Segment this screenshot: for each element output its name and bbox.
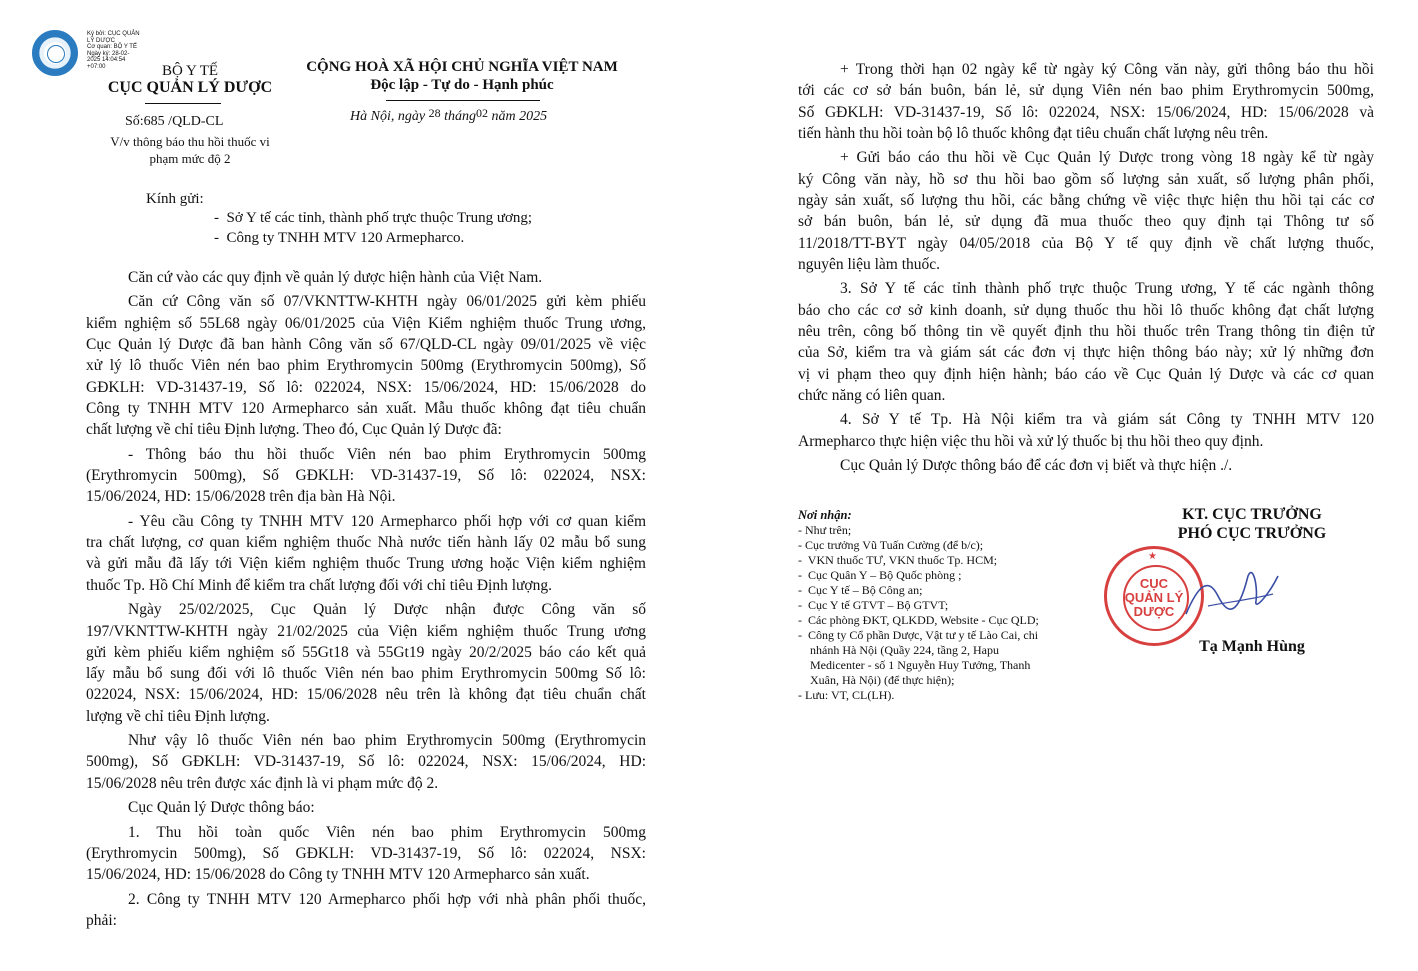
noi-nhan-item: - Như trên;: [798, 523, 852, 537]
doc-subject-line1: V/v thông báo thu hồi thuốc vi: [110, 134, 270, 149]
e-signature-line: Cơ quan: BỘ Y TẾ: [87, 44, 137, 50]
red-seal-line: QUẢN LÝ: [1124, 590, 1184, 605]
paragraph-line: ký Công văn này, hồ sơ thu hồi bao gồm số lượng sản xuất, số lượng phân phối,: [798, 170, 1374, 188]
e-signature-line: 2025 14:04:54: [87, 57, 126, 63]
e-signature-line: Ngày ký: 28-02-: [87, 50, 130, 57]
paragraph-line: ngày sản xuất, số lượng thu hồi, các bằng chứng về việc thực hiện thu hồi tại các cơ: [798, 191, 1374, 209]
date-prefix: Hà Nội, ngày: [350, 109, 426, 124]
paragraph: [86, 599, 646, 727]
paragraph-line: 15/06/2024, HD: 15/06/2028 trên địa bàn Hà Nội.: [86, 488, 396, 506]
paragraph-line: 197/VKNTTW-KHTH ngày 21/02/2025 của Viện kiểm nghiệm thuốc Trung ương: [86, 622, 646, 640]
body-right-column: [798, 59, 1374, 480]
paragraph-line: lấy mẫu bổ sung đối với lô thuốc Viên nén bao phim Erythromycin 500mg Số lô:: [86, 665, 646, 683]
paragraph: [86, 444, 646, 508]
paragraph-line: Công ty TNHH MTV 120 Armepharco sản xuất. Mẫu thuốc không đạt tiêu chuẩn: [86, 399, 646, 417]
paragraph-line: Armepharco thực hiện việc thu hồi và xử lý thuốc bị thu hồi theo quy định.: [798, 432, 1264, 450]
paragraph-line: 3. Sở Y tế các tỉnh thành phố trực thuộc Trung ương, Y tế các ngành thông: [840, 280, 1374, 298]
e-signature-line: Ký bởi: CỤC QUẢN: [87, 31, 140, 37]
noi-nhan-item: nhánh Hà Nội (Quầy 224, tầng 2, Hapu: [798, 643, 999, 657]
caduceus-icon: [47, 45, 65, 63]
greeting: Kính gửi:: [146, 191, 204, 207]
paragraph-line: 2. Công ty TNHH MTV 120 Armepharco phối hợp với nhà phân phối thuốc,: [128, 890, 646, 908]
paragraph-line: xử lý lô thuốc Viên nén bao phim Erythromycin 500mg (Erythromycin 500mg), Số: [86, 357, 646, 375]
paragraph: [86, 267, 646, 288]
e-signature-line: LÝ DƯỢC: [87, 37, 115, 44]
noi-nhan-list: [798, 523, 1088, 703]
paragraph: [86, 822, 646, 886]
agency-underline: [145, 103, 221, 104]
paragraph: [798, 455, 1374, 476]
ministry-name: BỘ Y TẾ: [161, 63, 219, 79]
paragraph-line: của Sở, kiểm tra và giám sát các đơn vị thực hiện thông báo này; xử lý những đơn: [798, 344, 1374, 362]
paragraph-line: nguyên liệu làm thuốc.: [798, 255, 941, 273]
paragraph-line: thuốc Tp. Hồ Chí Minh để kiểm tra chất lượng đối với chỉ tiêu Định lượng.: [86, 576, 553, 594]
paragraph-line: (Erythromycin 500mg), Số GĐKLH: VD-31437-19, Số lô: 022024, NSX:: [86, 845, 646, 863]
noi-nhan-item: - Công ty Cổ phần Dược, Vật tư y tế Lào Cai, chi: [798, 628, 1039, 642]
paragraph-line: Ngày 25/02/2025, Cục Quản lý Dược nhận được Công văn số: [128, 601, 646, 619]
red-seal-line: CỤC: [1139, 576, 1169, 591]
paragraph-line: tiến hành thu hồi toàn bộ lô thuốc không đạt tiêu chuẩn chất lượng nêu trên.: [798, 124, 1269, 142]
paragraph: [86, 797, 646, 818]
date-day: 28: [428, 106, 441, 120]
paragraph-line: 15/06/2024, HD: 15/06/2028 do Công ty TNHH MTV 120 Armepharco sản xuất.: [86, 866, 590, 884]
nation-motto: Độc lập - Tự do - Hạnh phúc: [370, 77, 554, 93]
doc-date: [350, 106, 650, 125]
motto-underline: [386, 100, 540, 101]
paragraph-line: gửi kèm phiếu kiểm nghiệm số 55Gt18 và 55Gt19 ngày 20/2/2025 báo cáo kết quả: [86, 643, 646, 661]
noi-nhan-item: - Cục Quân Y – Bộ Quốc phòng ;: [798, 568, 962, 582]
paragraph-line: vị vi phạm theo quy định hiện hành; báo cáo về Cục Quản lý Dược và các cơ quan: [798, 365, 1374, 383]
paragraph-line: tới các cơ sở bán buôn, bán lẻ, sử dụng Viên nén bao phim Erythromycin 500mg,: [798, 82, 1374, 100]
paragraph-line: - Yêu cầu Công ty TNHH MTV 120 Armepharco phối hợp với cơ quan kiểm: [128, 512, 646, 530]
paragraph: [798, 409, 1374, 452]
paragraph-line: và gửi mẫu đã lấy tới Viện kiểm nghiệm thuốc Trung ương hoặc Viện kiểm nghiệm: [86, 555, 646, 573]
noi-nhan-item: Xuân, Hà Nội) (để thực hiện);: [798, 673, 955, 687]
agency-name: CỤC QUẢN LÝ DƯỢC: [107, 79, 273, 96]
paragraph: [798, 59, 1374, 144]
noi-nhan-item: - Cục Y tế GTVT – Bộ GTVT;: [798, 598, 949, 612]
paragraph-line: Cục Quản lý Dược thông báo để các đơn vị biết và thực hiện ./.: [840, 457, 1233, 475]
paragraph-line: phải:: [86, 912, 117, 930]
paragraph: [798, 278, 1374, 406]
paragraph-line: Số GĐKLH: VD-31437-19, Số lô: 022024, NSX: 15/06/2024, HD: 15/06/2028 và: [798, 103, 1374, 121]
date-year: năm 2025: [491, 109, 548, 124]
noi-nhan-item: - Cục Y tế – Bộ Công an;: [798, 583, 923, 597]
noi-nhan-item: Medicenter - số 1 Nguyễn Huy Tưởng, Thanh: [798, 658, 1031, 672]
red-seal-line: DƯỢC: [1133, 604, 1175, 619]
date-month-label: tháng: [444, 109, 476, 124]
paragraph-line: 4. Sở Y tế Tp. Hà Nội kiểm tra và giám sát Công ty TNHH MTV 120: [840, 411, 1374, 429]
paragraph-line: Cục Quản lý Dược thông báo:: [128, 799, 315, 817]
nation-title: CỘNG HOÀ XÃ HỘI CHỦ NGHĨA VIỆT NAM: [306, 59, 618, 75]
handwritten-signature: [1178, 556, 1288, 626]
paragraph-line: lượng về chỉ tiêu Định lượng.: [86, 707, 270, 725]
paragraph-line: chức năng có liên quan.: [798, 386, 946, 404]
doc-number: Số:685 /QLD-CL: [125, 114, 224, 129]
noi-nhan-item: - Lưu: VT, CL(LH).: [798, 688, 895, 702]
noi-nhan: [798, 508, 1088, 703]
noi-nhan-item: - Các phòng ĐKT, QLKDD, Website - Cục QLD;: [798, 613, 1039, 627]
paragraph-line: (Erythromycin 500mg), Số GĐKLH: VD-31437-19, Số lô: 022024, NSX:: [86, 467, 646, 485]
signer-name: Tạ Mạnh Hùng: [1199, 638, 1305, 655]
body-left-column: [86, 267, 646, 935]
paragraph-line: 500mg), Số GĐKLH: VD-31437-19, Số lô: 022024, NSX: 15/06/2024, HD:: [86, 753, 646, 771]
paragraph-line: + Gửi báo cáo thu hồi về Cục Quản lý Dược trong vòng 18 ngày kể từ ngày: [840, 149, 1374, 167]
paragraph: [798, 147, 1374, 275]
signature-title-2: PHÓ CỤC TRƯỞNG: [1177, 525, 1327, 542]
noi-nhan-title: Nơi nhận:: [798, 508, 852, 522]
paragraph-line: 11/2018/TT-BYT ngày 04/05/2018 của Bộ Y tế quy định về chất lượng thuốc,: [798, 234, 1374, 252]
paragraph-line: nêu trên, công bố thông tin về quyết định thu hồi thuốc trên Trang thông tin điện tử: [798, 322, 1374, 340]
paragraph-line: GĐKLH: VD-31437-19, Số lô: 022024, NSX: 15/06/2024, HD: 15/06/2028 do: [86, 378, 646, 396]
paragraph-line: Căn cứ vào các quy định về quản lý dược hiện hành của Việt Nam.: [128, 269, 543, 286]
paragraph-line: tra chất lượng, cơ quan kiểm nghiệm thuốc Nhà nước tiến hành lấy 02 mẫu bổ sung: [86, 534, 646, 552]
recipient-2: - Công ty TNHH MTV 120 Armepharco.: [214, 230, 465, 246]
e-signature-line: +07:00: [87, 63, 106, 70]
red-seal-star-icon: ★: [1148, 551, 1157, 562]
paragraph: [86, 730, 646, 794]
paragraph-line: 15/06/2028 nêu trên được xác định là vi phạm mức độ 2.: [86, 774, 439, 792]
paragraph-line: chất lượng về chỉ tiêu Định lượng. Theo đó, Cục Quản lý Dược đã:: [86, 421, 502, 439]
paragraph-line: Như vậy lô thuốc Viên nén bao phim Erythromycin 500mg (Erythromycin: [128, 732, 646, 750]
paragraph-line: Căn cứ Công văn số 07/VKNTTW-KHTH ngày 06/01/2025 gửi kèm phiếu: [128, 293, 646, 311]
paragraph-line: báo cho các cơ sở kinh doanh, sử dụng thuốc thu hồi lô thuốc không đạt chất lượng: [798, 301, 1374, 319]
paragraph-line: kiểm nghiệm số 55L68 ngày 06/01/2025 của Viện Kiểm nghiệm thuốc Trung ương,: [86, 314, 646, 332]
paragraph-line: Cục Quản lý Dược đã ban hành Công văn số 67/QLD-CL ngày 09/01/2025 về việc: [86, 336, 646, 354]
paragraph: [86, 291, 646, 440]
noi-nhan-item: - Cục trưởng Vũ Tuấn Cường (để b/c);: [798, 538, 984, 552]
paragraph-line: 022024, NSX: 15/06/2024, HD: 15/06/2028 nêu trên là không đạt tiêu chuẩn chất: [86, 686, 646, 704]
paragraph-line: 1. Thu hồi toàn quốc Viên nén bao phim Erythromycin 500mg: [128, 823, 646, 841]
recipient-1: - Sở Y tế các tỉnh, thành phố trực thuộc Trung ương;: [214, 210, 533, 226]
paragraph-line: + Trong thời hạn 02 ngày kể từ ngày ký Công văn này, gửi thông báo thu hồi: [840, 61, 1374, 78]
date-month: 02: [475, 106, 488, 120]
signature-title-1: KT. CỤC TRƯỞNG: [1182, 506, 1322, 523]
paragraph: [86, 511, 646, 596]
doc-subject-line2: phạm mức độ 2: [149, 151, 231, 166]
paragraph-line: sở bán buôn, bán lẻ, sử dụng đã mua thuốc theo quy định tại Thông tư số: [798, 213, 1374, 231]
paragraph-line: - Thông báo thu hồi thuốc Viên nén bao phim Erythromycin 500mg: [128, 445, 646, 463]
paragraph: [86, 889, 646, 932]
noi-nhan-item: - VKN thuốc TƯ, VKN thuốc Tp. HCM;: [798, 553, 998, 567]
